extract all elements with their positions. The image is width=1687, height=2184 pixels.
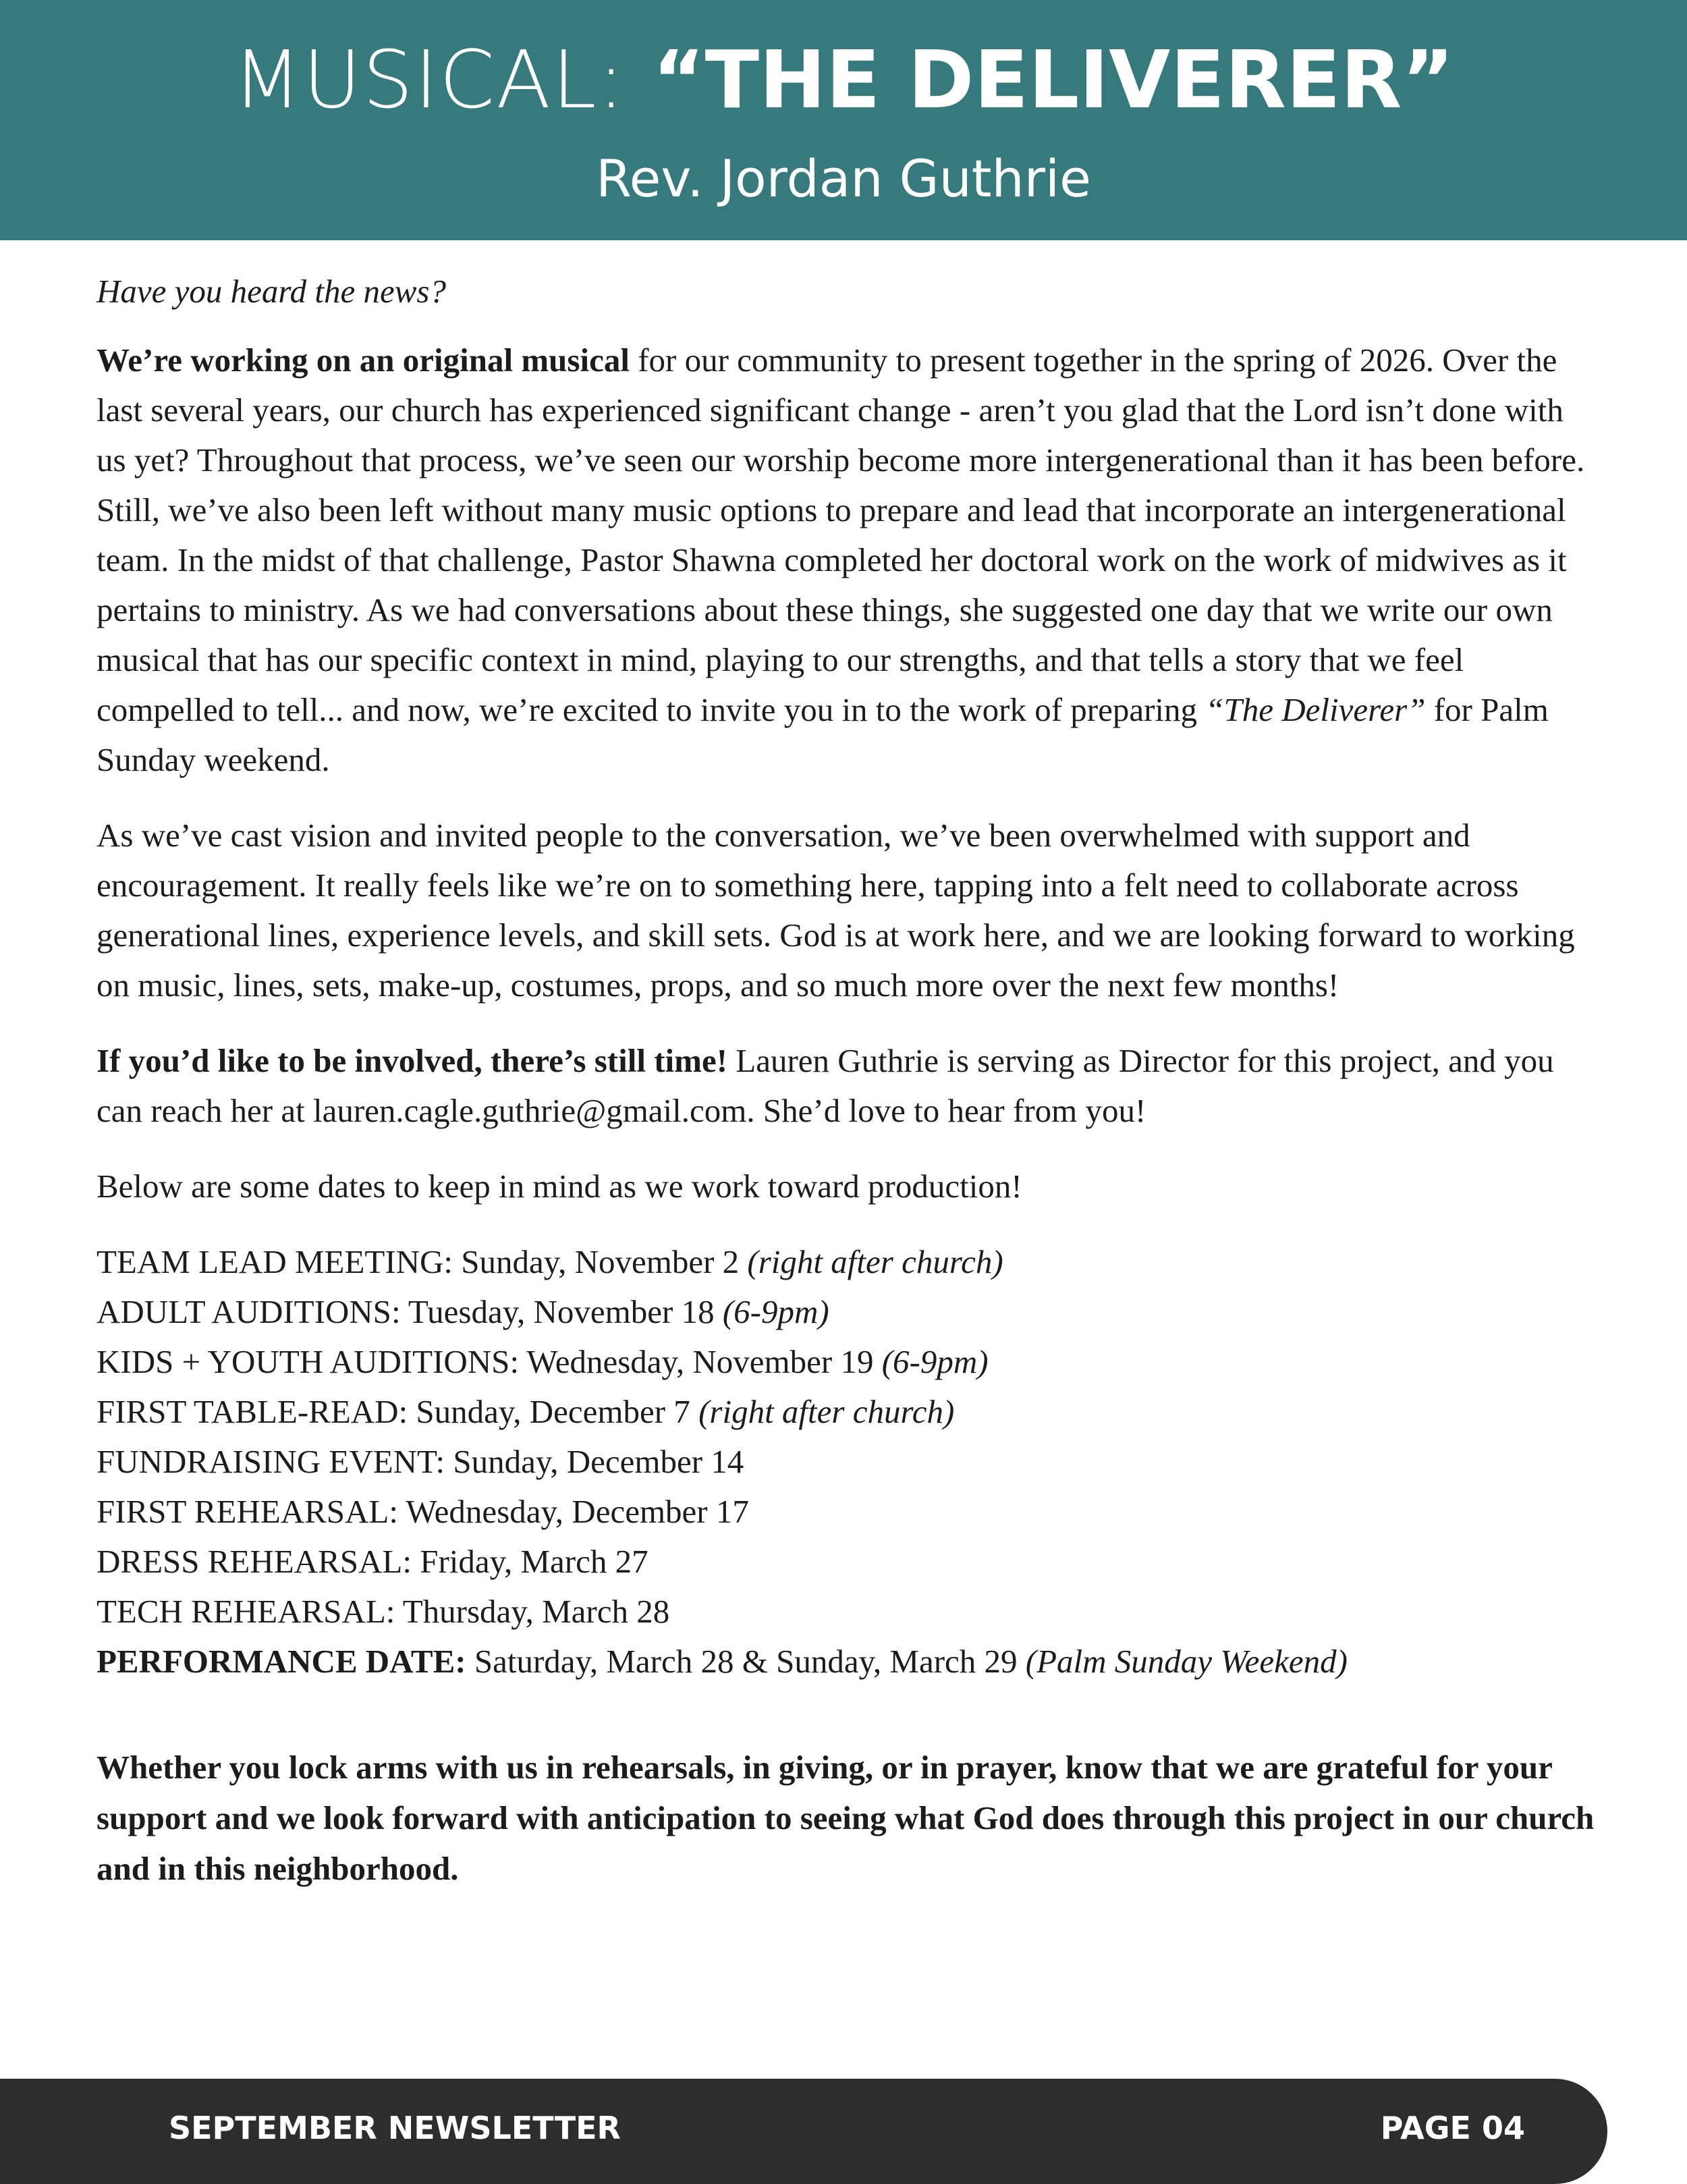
title-main: “THE DELIVERER” xyxy=(653,33,1454,126)
date-item xyxy=(96,1487,1595,1537)
paragraph-musical-body-a: for our community to present together in the spring of 2026. Over the last several years, our church has experienced significant change - aren’t you glad that the Lord isn’t done with us yet? Throughout that process, we’ve seen our worship become more intergenerational than it has been before. Still, we’ve also been left without many music options to prepare and lead that incorporate an intergenerational team. In the midst of that challenge, Pastor Shawna completed her doctoral work on the work of midwives as it pertains to ministry. As we had conversations about these things, she suggested one day that we write our own musical that has our specific context in mind, playing to our strengths, and that tells a story that we feel compelled to tell... and now, we’re excited to invite you in to the work of preparing xyxy=(96,342,1585,728)
date-label: ADULT AUDITIONS xyxy=(96,1293,391,1330)
date-value: : Sunday, December 7 xyxy=(398,1393,699,1430)
date-note: (right after church) xyxy=(747,1243,1003,1280)
performance-label: PERFORMANCE DATE: xyxy=(96,1643,466,1680)
date-item xyxy=(96,1437,1595,1487)
date-label: TECH REHEARSAL xyxy=(96,1593,386,1630)
paragraph-involvement xyxy=(96,1036,1595,1136)
date-label: KIDS + YOUTH AUDITIONS xyxy=(96,1343,510,1380)
date-value: : Friday, March 27 xyxy=(402,1543,648,1580)
date-value: : Tuesday, November 18 xyxy=(391,1293,723,1330)
performance-date-item xyxy=(96,1637,1595,1687)
page-title xyxy=(0,32,1687,127)
date-item xyxy=(96,1287,1595,1337)
date-value: : Sunday, December 14 xyxy=(435,1443,744,1480)
show-title: “The Deliverer” xyxy=(1205,691,1426,728)
date-label: FIRST TABLE-READ xyxy=(96,1393,399,1430)
paragraph-involvement-body: Lauren Guthrie is serving as Director for this project, and you can reach her at lauren.cagle.guthrie@gmail.com. She’d love to hear from you! xyxy=(96,1042,1554,1129)
performance-note: (Palm Sunday Weekend) xyxy=(1025,1643,1348,1680)
date-label: DRESS REHEARSAL xyxy=(96,1543,403,1580)
date-note: (6-9pm) xyxy=(722,1293,829,1330)
date-value: : Thursday, March 28 xyxy=(385,1593,670,1630)
date-item xyxy=(96,1587,1595,1637)
date-value: : Wednesday, November 19 xyxy=(509,1343,882,1380)
paragraph-musical-body-b: for Palm Sunday weekend. xyxy=(96,691,1549,778)
paragraph-musical xyxy=(96,335,1595,785)
article-body xyxy=(96,267,1595,1919)
newsletter-label: SEPTEMBER NEWSLETTER xyxy=(169,2110,621,2146)
paragraph-involvement-lead: If you’d like to be involved, there’s still time! xyxy=(96,1042,728,1079)
performance-date: Saturday, March 28 & Sunday, March 29 xyxy=(466,1643,1026,1680)
dates-list xyxy=(96,1237,1595,1687)
page-number: PAGE 04 xyxy=(1380,2110,1525,2146)
paragraph-dates-intro: Below are some dates to keep in mind as we work toward production! xyxy=(96,1168,1022,1205)
header-banner xyxy=(0,0,1687,240)
footer-bar xyxy=(0,2079,1607,2184)
closing-statement: Whether you lock arms with us in rehearsals, in giving, or in prayer, know that we are grateful for your support and we look forward with anticipation to seeing what God does through this project in our church and in this neighborhood. xyxy=(96,1749,1595,1887)
date-item xyxy=(96,1537,1595,1587)
date-note: (6-9pm) xyxy=(881,1343,989,1380)
title-prefix: MUSICAL: xyxy=(233,33,653,126)
date-item xyxy=(96,1237,1595,1287)
date-label: FIRST REHEARSAL xyxy=(96,1493,389,1530)
intro-line xyxy=(96,267,1595,317)
paragraph-vision: As we’ve cast vision and invited people to the conversation, we’ve been overwhelmed with support and encouragement. It really feels like we’re on to something here, tapping into a felt need to collaborate across generational lines, experience levels, and skill sets. God is at work here, and we are looking forward to working on music, lines, sets, make-up, costumes, props, and so much more over the next few months! xyxy=(96,817,1575,1004)
date-item xyxy=(96,1337,1595,1387)
date-label: FUNDRAISING EVENT xyxy=(96,1443,436,1480)
date-note: (right after church) xyxy=(698,1393,955,1430)
author-name: Rev. Jordan Guthrie xyxy=(596,148,1091,209)
date-value: : Sunday, November 2 xyxy=(443,1243,748,1280)
date-value: : Wednesday, December 17 xyxy=(389,1493,749,1530)
paragraph-musical-lead: We’re working on an original musical xyxy=(96,342,630,379)
intro-text: Have you heard the news? xyxy=(96,273,446,310)
date-label: TEAM LEAD MEETING xyxy=(96,1243,444,1280)
date-item xyxy=(96,1387,1595,1437)
